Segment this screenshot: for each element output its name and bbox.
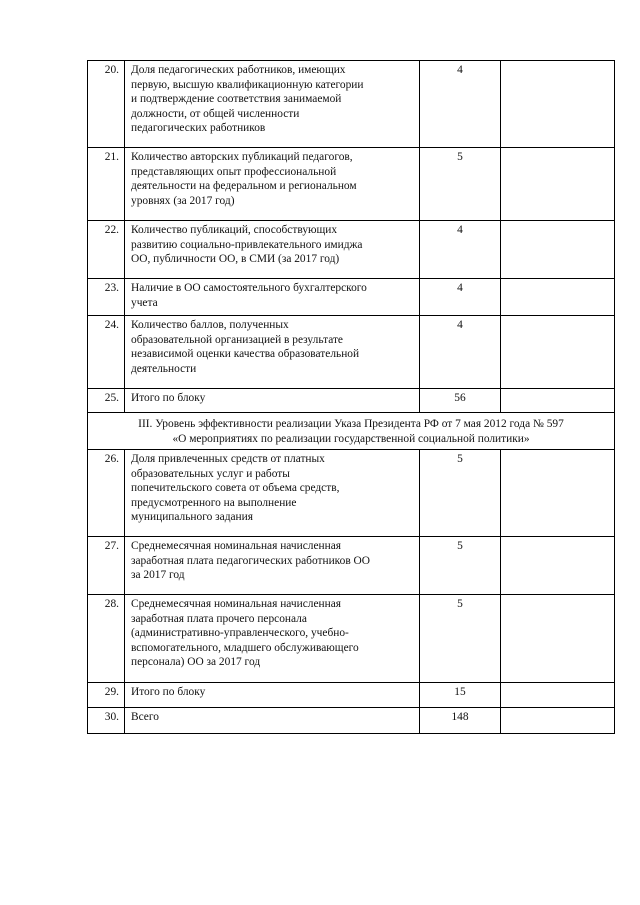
indicator-text-line: заработная плата педагогических работников ОО [131, 554, 371, 567]
indicator-text-line: развитию социально-привлекательного имиджа [131, 238, 363, 251]
section-header-line-2: «О мероприятиях по реализации государственной социальной политики» [172, 433, 530, 445]
section-header-cell [88, 413, 615, 450]
row-number: 29. [88, 683, 125, 708]
table-row [88, 148, 615, 221]
indicator-text-line: Среднемесячная номинальная начисленная [131, 598, 342, 610]
indicator-name [125, 537, 420, 595]
max-score: 15 [420, 683, 501, 708]
empty-score-cell [501, 389, 615, 413]
indicator-text-line: за 2017 год [131, 569, 185, 582]
empty-score-cell [501, 61, 615, 148]
indicator-text-line: Доля привлеченных средств от платных [131, 453, 325, 465]
empty-score-cell [501, 537, 615, 595]
indicator-text-line: деятельности на федеральном и региональном [131, 180, 357, 193]
row-number: 28. [88, 595, 125, 683]
indicator-text-line: независимой оценки качества образовательной [131, 348, 360, 361]
max-score: 4 [420, 316, 501, 389]
table-body-block-2 [88, 61, 615, 413]
table-row [88, 279, 615, 316]
empty-score-cell [501, 708, 615, 734]
indicator-text-line: представляющих опыт профессиональной [131, 165, 337, 178]
indicator-name [125, 279, 420, 316]
empty-score-cell [501, 279, 615, 316]
indicator-text-line: заработная плата прочего персонала [131, 612, 307, 625]
indicator-text-line: учета [131, 296, 158, 309]
indicator-text-line: предусмотренного на выполнение [131, 496, 297, 509]
table-row [88, 389, 615, 413]
indicator-text-line: Количество публикаций, способствующих [131, 224, 338, 236]
table-row [88, 316, 615, 389]
max-score: 5 [420, 148, 501, 221]
row-number: 25. [88, 389, 125, 413]
max-score: 5 [420, 537, 501, 595]
indicator-text-line: должности, от общей численности [131, 107, 300, 120]
table-row [88, 450, 615, 537]
table-row [88, 683, 615, 708]
indicator-text-line: персонала) ОО за 2017 год [131, 656, 261, 669]
max-score: 4 [420, 221, 501, 279]
indicator-text-line: уровнях (за 2017 год) [131, 194, 235, 207]
indicator-name [125, 683, 420, 708]
indicators-table [87, 60, 615, 734]
indicator-text-line: ОО, публичности ОО, в СМИ (за 2017 год) [131, 253, 340, 266]
row-number: 21. [88, 148, 125, 221]
indicator-text-line: Итого по блоку [131, 392, 206, 404]
table-row [88, 537, 615, 595]
indicator-text-line: Доля педагогических работников, имеющих [131, 64, 346, 76]
row-number: 27. [88, 537, 125, 595]
empty-score-cell [501, 148, 615, 221]
indicator-text-line: муниципального задания [131, 511, 253, 524]
indicator-text-line: вспомогательного, младшего обслуживающего [131, 641, 359, 654]
indicator-text-line: попечительского совета от объема средств, [131, 482, 340, 495]
indicator-name [125, 148, 420, 221]
empty-score-cell [501, 683, 615, 708]
indicator-text-line: Среднемесячная номинальная начисленная [131, 540, 342, 552]
indicator-text-line: (административно-управленческого, учебно- [131, 627, 349, 640]
table-row [88, 221, 615, 279]
indicator-name [125, 595, 420, 683]
row-number: 23. [88, 279, 125, 316]
max-score: 56 [420, 389, 501, 413]
indicator-text-line: Всего [131, 711, 159, 723]
indicator-text-line: и подтверждение соответствия занимаемой [131, 93, 342, 106]
max-score: 4 [420, 61, 501, 148]
indicator-text-line: первую, высшую квалификационную категории [131, 78, 364, 91]
max-score: 5 [420, 595, 501, 683]
empty-score-cell [501, 316, 615, 389]
max-score: 148 [420, 708, 501, 734]
indicator-name [125, 708, 420, 734]
empty-score-cell [501, 221, 615, 279]
indicator-text-line: деятельности [131, 362, 197, 375]
indicator-text-line: Количество авторских публикаций педагогов, [131, 151, 353, 163]
indicator-text-line: Итого по блоку [131, 686, 206, 698]
indicator-text-line: образовательных услуг и работы [131, 467, 290, 480]
indicator-name [125, 450, 420, 537]
indicator-name [125, 316, 420, 389]
indicator-text-line: Наличие в ОО самостоятельного бухгалтерского [131, 282, 367, 294]
empty-score-cell [501, 595, 615, 683]
max-score: 4 [420, 279, 501, 316]
row-number: 22. [88, 221, 125, 279]
row-number: 20. [88, 61, 125, 148]
indicator-text-line: педагогических работников [131, 122, 266, 135]
row-number: 26. [88, 450, 125, 537]
table-row [88, 61, 615, 148]
indicator-text-line: Количество баллов, полученных [131, 319, 289, 331]
row-number: 30. [88, 708, 125, 734]
section-header-line-1: III. Уровень эффективности реализации Указа Президента РФ от 7 мая 2012 года № 597 [138, 418, 564, 430]
row-number: 24. [88, 316, 125, 389]
table-row [88, 595, 615, 683]
max-score: 5 [420, 450, 501, 537]
table-body-block-3 [88, 450, 615, 734]
section-header-row [88, 413, 615, 450]
indicator-text-line: образовательной организацией в результате [131, 333, 343, 346]
indicator-name [125, 61, 420, 148]
indicator-name [125, 221, 420, 279]
indicator-name [125, 389, 420, 413]
empty-score-cell [501, 450, 615, 537]
table-row [88, 708, 615, 734]
section-header-block-3 [88, 413, 615, 450]
